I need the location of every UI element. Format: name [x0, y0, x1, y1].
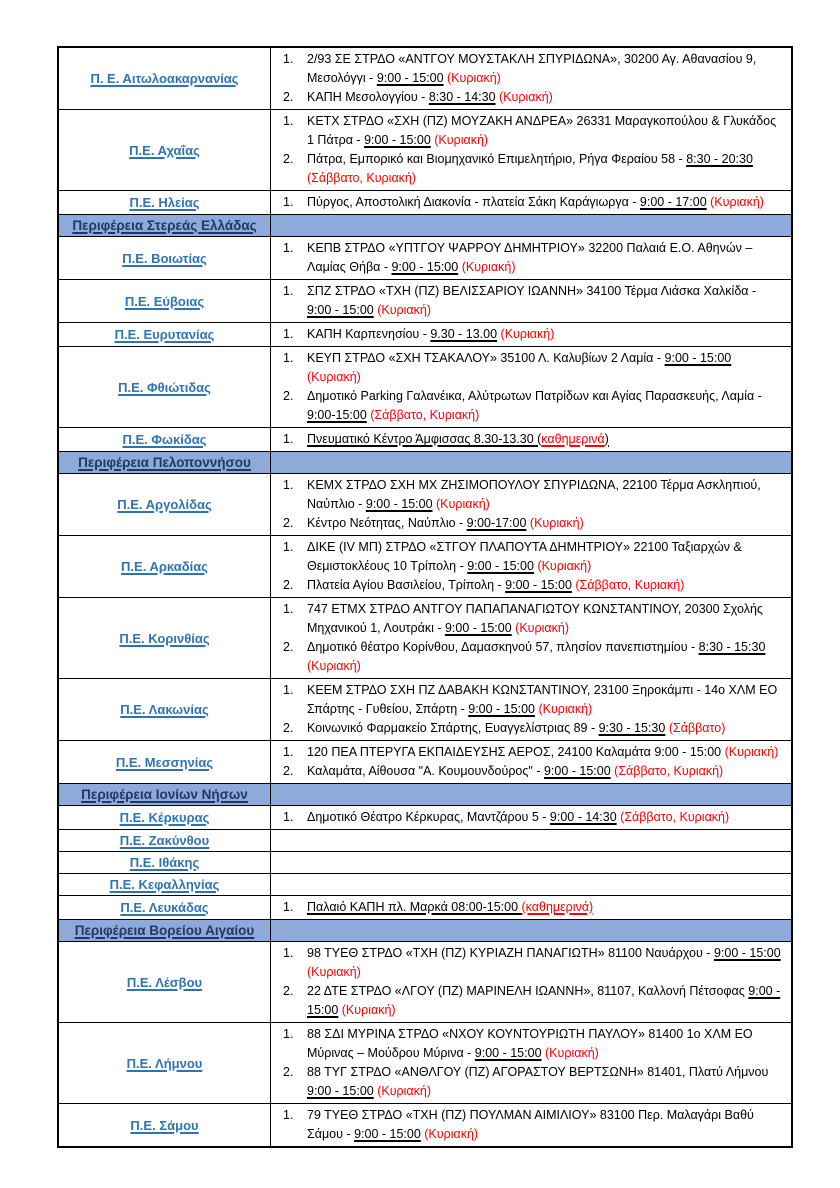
item-text [307, 112, 785, 150]
region-row [59, 1022, 791, 1103]
location-text: 98 ΤΥΕΘ ΣΤΡΔΟ «ΤΧΗ (ΠΖ) ΚΥΡΙΑΖΗ ΠΑΝΑΓΙΩΤΗ» 81100 Ναυάρχου - [307, 946, 714, 960]
region-link[interactable]: Π.Ε. Ιθάκης [129, 855, 200, 870]
day-label: (Σάββατο, Κυριακή) [620, 810, 730, 824]
item-text [307, 898, 785, 917]
list-item [283, 150, 785, 188]
locations-cell [271, 48, 791, 109]
location-text: ΣΠΖ ΣΤΡΔΟ «ΤΧΗ (ΠΖ) ΒΕΛΙΣΣΑΡΙΟΥ ΙΩΑΝΝΗ» 34100 Τέρμα Λιάσκα Χαλκίδα - [307, 284, 757, 298]
item-text [307, 239, 785, 277]
day-label: (Σάββατο, Κυριακή) [575, 578, 685, 592]
hours-text: 9:00 - 15:00 [543, 764, 611, 778]
region-name-cell [59, 191, 271, 214]
region-name-cell [59, 1104, 271, 1146]
region-link[interactable]: Π.Ε. Αρκαδίας [121, 559, 208, 574]
item-text [307, 982, 785, 1020]
item-text [307, 150, 785, 188]
hours-text: 9:00 - 14:30 [549, 810, 617, 824]
hours-text: Παλαιό ΚΑΠΗ πλ. Μαρκά 08:00-15:00 [307, 900, 522, 914]
region-row [59, 109, 791, 190]
section-title: Περιφέρεια Ιονίων Νήσων [81, 787, 248, 802]
region-row [59, 851, 791, 873]
item-number: 2. [283, 578, 294, 592]
item-text [307, 514, 785, 533]
hours-text: 9:00-15:00 [307, 408, 367, 422]
section-row [59, 783, 791, 805]
day-label: (Κυριακή) [500, 327, 555, 341]
list-item [283, 1063, 785, 1101]
location-text: 2/93 ΣΕ ΣΤΡΔΟ «ΑΝΤΓΟΥ ΜΟΥΣΤΑΚΛΗ ΣΠΥΡΙΔΩΝΑ», 30200 Αγ. Αθανασίου 9, Μεσολόγγι - [307, 52, 757, 85]
section-row [59, 214, 791, 236]
region-link[interactable]: Π.Ε. Κορινθίας [119, 630, 210, 646]
location-text: ΚΕΜΧ ΣΤΡΔΟ ΣΧΗ ΜΧ ΖΗΣΙΜΟΠΟΥΛΟΥ ΣΠΥΡΙΔΩΝΑ, 22100 Τέρμα Ασκληπιού, Ναύπλιο - [307, 478, 761, 511]
hours-text: 9:00 - 15:00 [307, 984, 781, 1017]
region-row [59, 346, 791, 427]
locations-cell [271, 852, 791, 873]
list-item [283, 430, 785, 449]
day-label: (Κυριακή) [307, 370, 361, 384]
region-link[interactable]: Π.Ε. Λέσβου [126, 974, 203, 990]
region-name-cell [59, 852, 271, 873]
region-row [59, 740, 791, 783]
item-number: 1. [283, 114, 294, 128]
region-name-cell [59, 679, 271, 740]
item-text [307, 576, 785, 595]
region-name-cell [59, 48, 271, 109]
region-name-cell [59, 474, 271, 535]
day-label: (Σάββατο, Κυριακή) [307, 171, 417, 185]
item-number: 1. [283, 241, 294, 255]
hours-text: 9:00 - 15:00 [391, 260, 459, 274]
item-text [307, 349, 785, 387]
list-item [283, 944, 785, 982]
locations-cell [271, 741, 791, 783]
locations-cell [271, 1023, 791, 1103]
item-text [307, 325, 785, 344]
item-text [307, 681, 785, 719]
location-text: 88 ΤΥΓ ΣΤΡΔΟ «ΑΝΘΛΓΟΥ (ΠΖ) ΑΓΟΡΑΣΤΟΥ ΒΕΡΤΣΩΝΗ» 81401, Πλατύ Λήμνου [307, 1065, 769, 1079]
item-text [307, 808, 785, 827]
day-label: (Κυριακή) [307, 659, 361, 673]
locations-cell [271, 806, 791, 829]
list-item [283, 193, 785, 212]
item-number: 2. [283, 1065, 294, 1079]
day-label: (Κυριακή) [434, 133, 489, 147]
region-row [59, 279, 791, 322]
hours-text: 9:00 - 15:00 [474, 1046, 542, 1060]
section-row [59, 451, 791, 473]
region-name-cell [59, 536, 271, 597]
location-text: 79 ΤΥΕΘ ΣΤΡΔΟ «ΤΧΗ (ΠΖ) ΠΟΥΛΜΑΝ ΑΙΜΙΛΙΟΥ» 83100 Περ. Μαλαγάρι Βαθύ Σάμου - [307, 1108, 754, 1141]
day-label: (Κυριακή) [377, 303, 432, 317]
region-name-cell [59, 280, 271, 322]
hours-text: 9:00 - 15:00 [307, 303, 374, 317]
item-number: 2. [283, 152, 294, 166]
list-item [283, 681, 785, 719]
region-name-cell [59, 237, 271, 279]
item-text [307, 1106, 785, 1144]
locations-cell [271, 323, 791, 346]
hours-text: 9:00 - 15:00 [364, 133, 431, 147]
region-link[interactable]: Π.Ε. Φωκίδας [122, 432, 207, 447]
location-text: ΚΑΠΗ Καρπενησίου - [307, 327, 431, 341]
location-text: Δημοτικό Parking Γαλανέικα, Αλύτρωτων Πατρίδων και Αγίας Παρασκευής, Λαμία - [307, 389, 762, 403]
locations-cell [271, 280, 791, 322]
hours-text: 9:00 - 15:00 [444, 621, 512, 635]
region-link[interactable]: Π.Ε. Ευρυτανίας [114, 327, 215, 342]
list-item [283, 349, 785, 387]
item-text [307, 762, 785, 781]
section-title: Περιφέρεια Πελοποννήσου [78, 455, 251, 470]
list-item [283, 719, 785, 738]
hours-text: 9:00 - 15:00 [376, 71, 444, 85]
hours-text: 9:00 - 15:00 [365, 497, 433, 511]
day-label: (Κυριακή) [710, 195, 764, 209]
item-number: 2. [283, 389, 294, 403]
region-name-cell [59, 874, 271, 895]
region-link[interactable]: Π.Ε. Λήμνου [126, 1055, 203, 1071]
item-text [307, 430, 785, 449]
list-item [283, 538, 785, 576]
hours-text: 9:00 - 15:00 [713, 946, 781, 960]
item-text [307, 600, 785, 638]
section-header-cell [59, 215, 271, 236]
region-name-cell [59, 806, 271, 829]
region-row [59, 427, 791, 451]
day-label: (Σάββατο, Κυριακή) [370, 408, 480, 422]
item-text [307, 638, 785, 676]
locations-cell [271, 598, 791, 678]
day-label: (Κυριακή) [538, 702, 593, 716]
region-link[interactable]: Π.Ε. Σάμου [130, 1117, 199, 1133]
region-name-cell [59, 347, 271, 427]
hours-text: 9:00 - 15:00 [664, 351, 732, 365]
region-name-cell [59, 741, 271, 783]
item-text [307, 282, 785, 320]
day-label: (Κυριακή) [537, 559, 592, 573]
list-item [283, 743, 785, 762]
item-number: 1. [283, 327, 294, 341]
item-number: 2. [283, 516, 294, 530]
region-link[interactable]: Π. Ε. Αιτωλοακαρνανίας [90, 71, 239, 86]
hours-text: 8:30 - 14:30 [428, 90, 496, 104]
region-name-cell [59, 942, 271, 1022]
location-text: Καλαμάτα, Αίθουσα "Α. Κουμουνδούρος" - [307, 764, 544, 778]
locations-cell [271, 874, 791, 895]
section-row [59, 919, 791, 941]
list-item [283, 325, 785, 344]
day-label: (Κυριακή) [724, 745, 779, 759]
location-text: 747 ΕΤΜΧ ΣΤΡΔΟ ΑΝΤΓΟΥ ΠΑΠΑΠΑΝΑΓΙΩΤΟΥ ΚΩΝΣΤΑΝΤΙΝΟΥ, 20300 Σχολής Μηχανικού 1, Λουτράκι - [307, 602, 763, 635]
hours-text: 9:00 - 15:00 [468, 702, 535, 716]
region-link[interactable]: Π.Ε. Μεσσηνίας [115, 754, 214, 770]
region-link[interactable]: Π.Ε. Αχαΐας [129, 142, 200, 158]
item-text [307, 50, 785, 88]
list-item [283, 1106, 785, 1144]
location-text: ΚΕΤΧ ΣΤΡΔΟ «ΣΧΗ (ΠΖ) ΜΟΥΖΑΚΗ ΑΝΔΡΕΑ» 26331 Μαραγκοπούλου & Γλυκάδος 1 Πάτρα - [307, 114, 777, 147]
hours-text: 9.30 - 13.00 [430, 327, 498, 341]
item-number: 1. [283, 284, 294, 298]
location-text: ΚΕΕΜ ΣΤΡΔΟ ΣΧΗ ΠΖ ΔΑΒΑΚΗ ΚΩΝΣΤΑΝΤΙΝΟΥ, 23100 Ξηροκάμπι - 14ο ΧΛΜ ΕΟ Σπάρτης - Γυθείου, Σπάρτη - [307, 683, 778, 716]
day-label: (Κυριακή) [545, 1046, 599, 1060]
item-text [307, 719, 785, 738]
item-text [307, 476, 785, 514]
region-row [59, 236, 791, 279]
region-link[interactable]: Π.Ε. Ηλείας [129, 195, 200, 210]
region-row [59, 322, 791, 346]
hours-text: 8:30 - 20:30 [686, 152, 753, 166]
hours-text: 8:30 - 15:30 [698, 640, 766, 654]
hours-text: 9:00-17:00 [466, 516, 527, 530]
day-label: (καθημερινά) [521, 900, 594, 914]
locations-cell [271, 920, 791, 941]
hours-text: 9:00 - 15:00 [307, 1084, 374, 1098]
region-name-cell [59, 428, 271, 451]
section-header-cell [59, 452, 271, 473]
region-row [59, 473, 791, 535]
section-header-cell [59, 784, 271, 805]
location-text: Δημοτικό θέατρο Κορίνθου, Δαμασκηνού 57, πλησίον πανεπιστημίου - [307, 640, 699, 654]
location-text: Κέντρο Νεότητας, Ναύπλιο - [307, 516, 467, 530]
item-text [307, 1063, 785, 1101]
item-number: 1. [283, 1027, 294, 1041]
day-label: (Κυριακή) [307, 965, 361, 979]
region-link[interactable]: Π.Ε. Κέρκυρας [119, 810, 210, 825]
region-link[interactable]: Π.Ε. Κεφαλληνίας [109, 877, 220, 892]
item-text [307, 538, 785, 576]
day-label: (Κυριακή) [515, 621, 569, 635]
day-label: (Κυριακή) [499, 90, 553, 104]
list-item [283, 239, 785, 277]
list-item [283, 762, 785, 781]
locations-cell [271, 347, 791, 427]
region-link[interactable]: Π.Ε. Βοιωτίας [122, 250, 207, 266]
locations-cell [271, 784, 791, 805]
region-name-cell [59, 830, 271, 851]
location-text: ΚΕΥΠ ΣΤΡΔΟ «ΣΧΗ ΤΣΑΚΑΛΟΥ» 35100 Λ. Καλυβίων 2 Λαμία - [307, 351, 665, 365]
day-label: (Κυριακή) [341, 1003, 396, 1017]
location-text: Πύργος, Αποστολική Διακονία - πλατεία Σάκη Καράγιωργα - [307, 195, 640, 209]
section-title: Περιφέρεια Βορείου Αιγαίου [74, 923, 255, 938]
location-text: ΔΙΚΕ (IV ΜΠ) ΣΤΡΔΟ «ΣΤΓΟΥ ΠΛΑΠΟΥΤΑ ΔΗΜΗΤΡΙΟΥ» 22100 Ταξιαρχών & Θεμιστοκλέους 10 Τρίπολη - [307, 540, 742, 573]
location-text: 22 ΔΤΕ ΣΤΡΔΟ «ΛΓΟΥ (ΠΖ) ΜΑΡΙΝΕΛΗ ΙΩΑΝΝΗ», 81107, Καλλονή Πέτσοφας [307, 984, 749, 998]
item-text [307, 193, 785, 212]
list-item [283, 982, 785, 1020]
locations-cell [271, 191, 791, 214]
item-text [307, 387, 785, 425]
item-number: 1. [283, 351, 294, 365]
day-label: (Σάββατο, Κυριακή) [614, 764, 724, 778]
item-number: 1. [283, 946, 294, 960]
list-item [283, 808, 785, 827]
region-name-cell [59, 1023, 271, 1103]
item-text [307, 743, 785, 762]
day-label: (Κυριακή) [447, 71, 501, 85]
location-text: 120 ΠΕΑ ΠΤΕΡΥΓΑ ΕΚΠΑΙΔΕΥΣΗΣ ΑΕΡΟΣ, 24100 Καλαμάτα 9:00 - 15:00 [307, 745, 725, 759]
item-number: 1. [283, 810, 294, 824]
item-number: 2. [283, 984, 294, 998]
item-number: 1. [283, 195, 294, 209]
region-link[interactable]: Π.Ε. Εύβοιας [124, 293, 205, 309]
region-link[interactable]: Π.Ε. Ζακύνθου [119, 833, 210, 848]
item-number: 1. [283, 1108, 294, 1122]
hours-text: Πνευματικό Κέντρο Άμφισσας 8.30-13.30 ( [307, 432, 542, 446]
hours-text: ) [604, 432, 609, 446]
location-text: Πλατεία Αγίου Βασιλείου, Τρίπολη - [307, 578, 506, 592]
hours-text: 9:30 - 15:30 [598, 721, 666, 735]
item-number: 2. [283, 764, 294, 778]
section-header-cell [59, 920, 271, 941]
location-text: Κοινωνικό Φαρμακείο Σπάρτης, Ευαγγελίστριας 89 - [307, 721, 599, 735]
region-link[interactable]: Π.Ε. Αργολίδας [117, 497, 212, 512]
region-link[interactable]: Π.Ε. Λευκάδας [120, 900, 209, 915]
locations-cell [271, 679, 791, 740]
locations-cell [271, 942, 791, 1022]
region-row [59, 829, 791, 851]
location-text: Πάτρα, Εμπορικό και Βιομηχανικό Επιμελητήριο, Ρήγα Φεραίου 58 - [307, 152, 687, 166]
locations-cell [271, 110, 791, 190]
day-label: (Κυριακή) [529, 516, 584, 530]
list-item [283, 600, 785, 638]
locations-cell [271, 896, 791, 919]
region-name-cell [59, 896, 271, 919]
locations-cell [271, 830, 791, 851]
hours-text: 9:00 - 17:00 [639, 195, 707, 209]
locations-cell [271, 215, 791, 236]
region-row [59, 190, 791, 214]
locations-cell [271, 536, 791, 597]
list-item [283, 112, 785, 150]
section-title: Περιφέρεια Στερεάς Ελλάδας [72, 218, 257, 233]
item-text [307, 1025, 785, 1063]
item-number: 1. [283, 683, 294, 697]
locations-cell [271, 1104, 791, 1146]
location-text: Δημοτικό Θέατρο Κέρκυρας, Μαντζάρου 5 - [307, 810, 550, 824]
day-label: (Κυριακή) [461, 260, 516, 274]
item-number: 2. [283, 721, 294, 735]
item-number: 1. [283, 432, 294, 446]
list-item [283, 88, 785, 107]
list-item [283, 1025, 785, 1063]
day-label: (Σάββατο) [668, 721, 726, 735]
region-row [59, 535, 791, 597]
list-item [283, 476, 785, 514]
day-label: (Κυριακή) [436, 497, 490, 511]
item-number: 1. [283, 900, 294, 914]
item-number: 2. [283, 640, 294, 654]
location-text: ΚΕΠΒ ΣΤΡΔΟ «ΥΠΤΓΟΥ ΨΑΡΡΟΥ ΔΗΜΗΤΡΙΟΥ» 32200 Παλαιά Ε.Ο. Αθηνών – Λαμίας Θήβα - [307, 241, 753, 274]
day-label: (Κυριακή) [377, 1084, 432, 1098]
list-item [283, 387, 785, 425]
region-row [59, 678, 791, 740]
region-link[interactable]: Π.Ε. Φθιώτιδας [118, 379, 211, 395]
hours-text: 9:00 - 15:00 [354, 1127, 421, 1141]
item-number: 1. [283, 52, 294, 66]
region-row [59, 941, 791, 1022]
item-text [307, 88, 785, 107]
item-number: 1. [283, 478, 294, 492]
locations-cell [271, 428, 791, 451]
location-text: ΚΑΠΗ Μεσολογγίου - [307, 90, 429, 104]
list-item [283, 514, 785, 533]
item-text [307, 944, 785, 982]
list-item [283, 50, 785, 88]
region-row [59, 597, 791, 678]
region-row [59, 895, 791, 919]
list-item [283, 638, 785, 676]
region-row [59, 48, 791, 109]
hours-text: 9:00 - 15:00 [505, 578, 572, 592]
hours-text: 9:00 - 15:00 [467, 559, 534, 573]
region-row [59, 873, 791, 895]
item-number: 2. [283, 90, 294, 104]
region-row [59, 1103, 791, 1146]
item-number: 1. [283, 745, 294, 759]
locations-cell [271, 237, 791, 279]
locations-cell [271, 452, 791, 473]
region-name-cell [59, 323, 271, 346]
region-name-cell [59, 598, 271, 678]
region-link[interactable]: Π.Ε. Λακωνίας [120, 702, 209, 717]
list-item [283, 576, 785, 595]
day-label: (Κυριακή) [424, 1127, 479, 1141]
schedule-table [57, 46, 793, 1148]
region-row [59, 805, 791, 829]
list-item [283, 282, 785, 320]
day-label: καθημερινά [541, 432, 605, 446]
location-text: 88 ΣΔΙ ΜΥΡΙΝΑ ΣΤΡΔΟ «ΝΧΟΥ ΚΟΥΝΤΟΥΡΙΩΤΗ ΠΑΥΛΟΥ» 81400 1ο ΧΛΜ ΕΟ Μύρινας – Μούδρου Μύρινα - [307, 1027, 753, 1060]
item-number: 1. [283, 540, 294, 554]
list-item [283, 898, 785, 917]
locations-cell [271, 474, 791, 535]
item-number: 1. [283, 602, 294, 616]
region-name-cell [59, 110, 271, 190]
